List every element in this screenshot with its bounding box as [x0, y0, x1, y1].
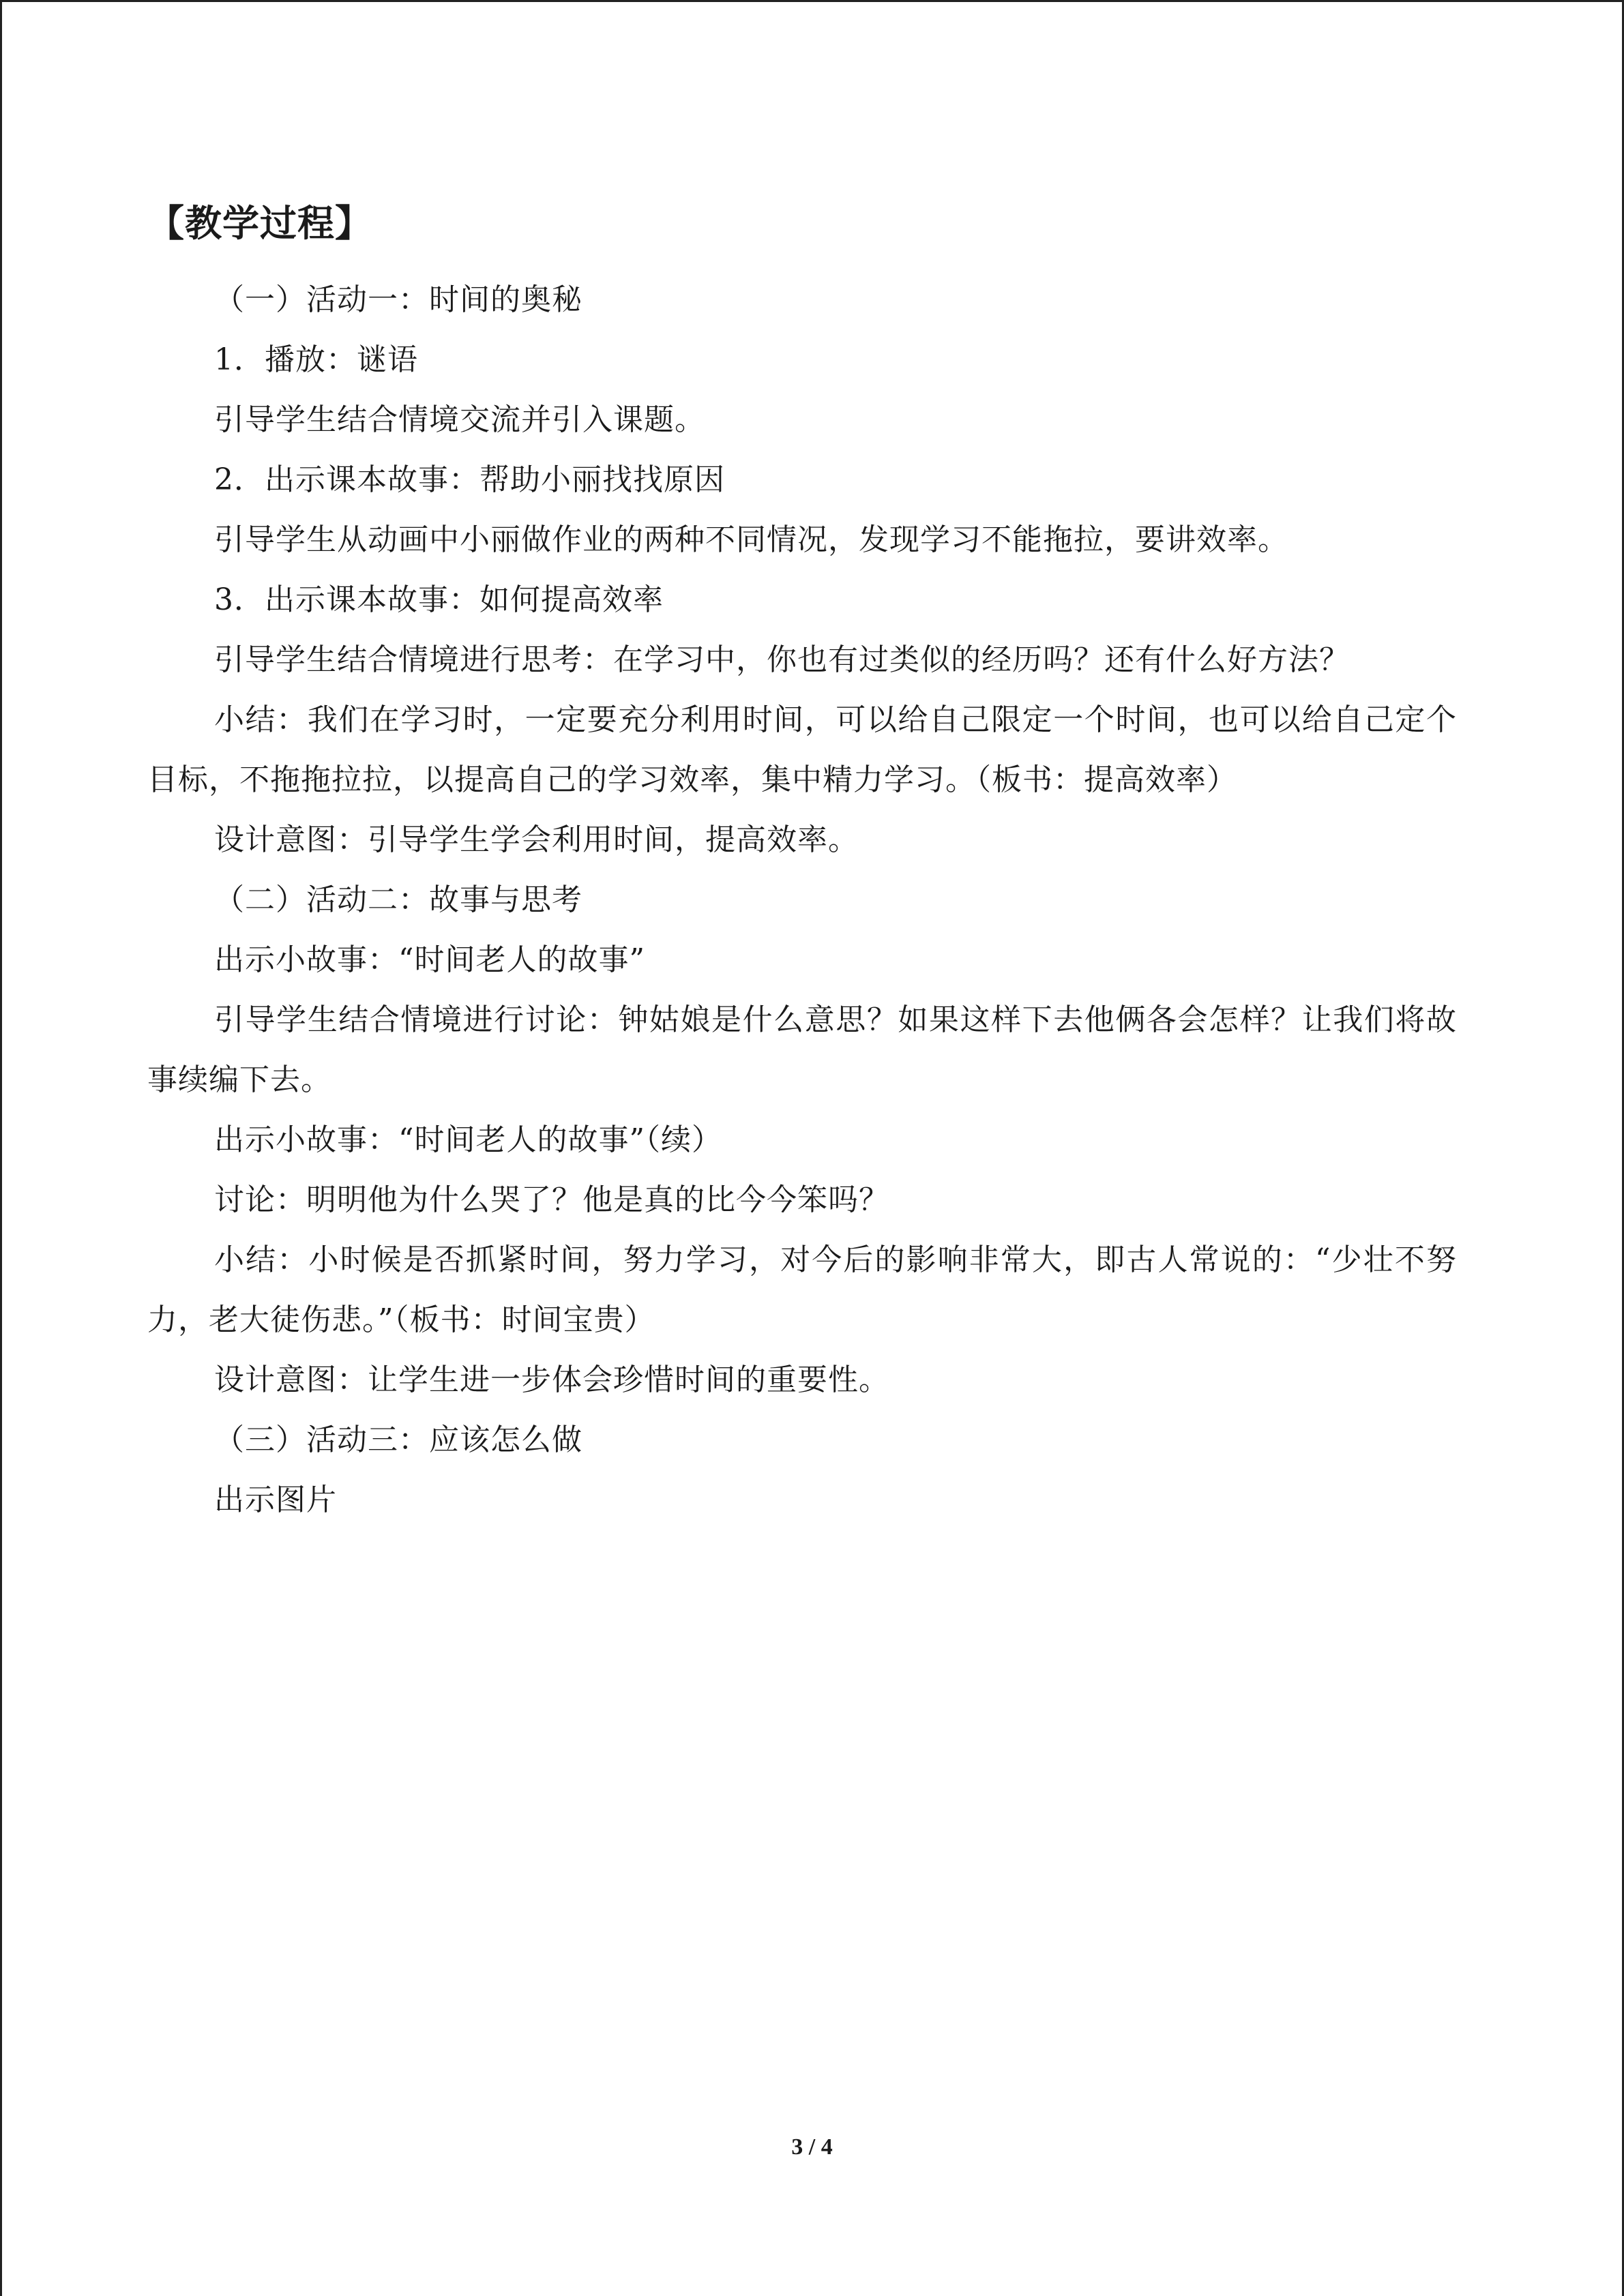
paragraph: 引导学生结合情境交流并引入课题。	[214, 402, 705, 437]
paragraph: 讨论：明明他为什么哭了？他是真的比今今笨吗？	[214, 1182, 889, 1217]
document-body	[147, 198, 1457, 1530]
paragraph: 引导学生结合情境进行思考：在学习中，你也有过类似的经历吗？还有什么好方法？	[214, 642, 1350, 677]
paragraph: 设计意图：引导学生学会利用时间，提高效率。	[214, 822, 859, 857]
paragraph: （三）活动三：应该怎么做	[214, 1422, 582, 1457]
paragraph: 小结：小时候是否抓紧时间，努力学习，对今后的影响非常大，即古人常说的：“少壮不努力，老大徒伤悲。”（板书：时间宝贵）	[147, 1242, 1457, 1337]
paragraph: 引导学生结合情境进行讨论：钟姑娘是什么意思？如果这样下去他俩各会怎样？让我们将故事续编下去。	[147, 1002, 1457, 1097]
page-top-border	[0, 0, 1624, 2]
paragraph: （二）活动二：故事与思考	[214, 882, 582, 917]
paragraph: 2．出示课本故事：帮助小丽找找原因	[214, 462, 725, 497]
paragraph: 小结：我们在学习时，一定要充分利用时间，可以给自己限定一个时间，也可以给自己定个目标，不拖拖拉拉，以提高自己的学习效率，集中精力学习。（板书：提高效率）	[147, 702, 1457, 797]
section-heading: 【教学过程】	[147, 202, 372, 245]
paragraph: 出示小故事：“时间老人的故事”	[214, 942, 645, 977]
paragraph: 3．出示课本故事：如何提高效率	[214, 582, 664, 617]
paragraph: 1．播放：谜语	[214, 342, 418, 377]
paragraph: （一）活动一：时间的奥秘	[214, 282, 582, 317]
page-left-border	[0, 0, 2, 2296]
page-number: 3 / 4	[791, 2134, 833, 2160]
paragraph: 出示小故事：“时间老人的故事”（续）	[214, 1122, 722, 1157]
paragraph: 出示图片	[214, 1482, 337, 1517]
paragraph: 设计意图：让学生进一步体会珍惜时间的重要性。	[214, 1362, 889, 1397]
paragraph: 引导学生从动画中小丽做作业的两种不同情况，发现学习不能拖拉，要讲效率。	[214, 522, 1288, 557]
